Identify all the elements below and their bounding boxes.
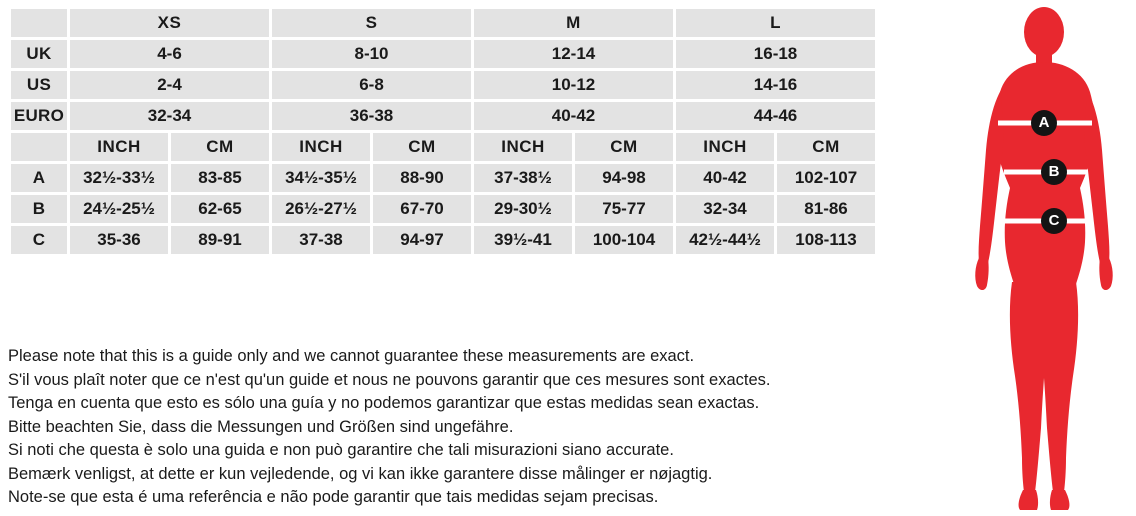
euro-s: 36-38 — [272, 102, 471, 130]
us-s: 6-8 — [272, 71, 471, 99]
c-cm-s: 94-97 — [373, 226, 471, 254]
unit-header-row — [11, 133, 875, 161]
c-cm-m: 100-104 — [575, 226, 673, 254]
table-row-euro — [11, 102, 875, 130]
unit-cm-m: CM — [575, 133, 673, 161]
c-cm-l: 108-113 — [777, 226, 875, 254]
row-label-euro: EURO — [11, 102, 67, 130]
c-cm-xs: 89-91 — [171, 226, 269, 254]
uk-s: 8-10 — [272, 40, 471, 68]
size-chart-table — [8, 6, 878, 257]
size-header-l: L — [676, 9, 875, 37]
a-inch-xs: 32½-33½ — [70, 164, 168, 192]
uk-xs: 4-6 — [70, 40, 269, 68]
euro-l: 44-46 — [676, 102, 875, 130]
b-inch-s: 26½-27½ — [272, 195, 370, 223]
us-m: 10-12 — [474, 71, 673, 99]
unit-cm-s: CM — [373, 133, 471, 161]
unit-corner-cell — [11, 133, 67, 161]
row-label-c: C — [11, 226, 67, 254]
row-label-us: US — [11, 71, 67, 99]
figure-marker-c: C — [1041, 208, 1067, 234]
uk-l: 16-18 — [676, 40, 875, 68]
body-figure — [900, 0, 1136, 516]
b-cm-s: 67-70 — [373, 195, 471, 223]
size-header-row — [11, 9, 875, 37]
us-l: 14-16 — [676, 71, 875, 99]
table-row-us — [11, 71, 875, 99]
b-cm-l: 81-86 — [777, 195, 875, 223]
c-inch-s: 37-38 — [272, 226, 370, 254]
unit-cm-l: CM — [777, 133, 875, 161]
table-row-a — [11, 164, 875, 192]
row-label-a: A — [11, 164, 67, 192]
row-label-b: B — [11, 195, 67, 223]
table-row-uk — [11, 40, 875, 68]
female-body-silhouette-icon — [900, 0, 1136, 516]
size-header-xs: XS — [70, 9, 269, 37]
figure-marker-a: A — [1031, 110, 1057, 136]
size-chart — [8, 6, 868, 257]
note-da: Bemærk venligst, at dette er kun vejledende, og vi kan ikke garantere disse målinger er nøjagtig. — [8, 464, 713, 483]
figure-marker-b: B — [1041, 159, 1067, 185]
note-de: Bitte beachten Sie, dass die Messungen und Größen sind ungefähre. — [8, 417, 514, 436]
unit-inch-l: INCH — [676, 133, 774, 161]
unit-cm-xs: CM — [171, 133, 269, 161]
note-es: Tenga en cuenta que esto es sólo una guía y no podemos garantizar que estas medidas sean exactas. — [8, 394, 760, 412]
disclaimer-notes — [8, 345, 908, 510]
b-cm-m: 75-77 — [575, 195, 673, 223]
c-inch-m: 39½-41 — [474, 226, 572, 254]
c-inch-xs: 35-36 — [70, 226, 168, 254]
b-inch-m: 29-30½ — [474, 195, 572, 223]
b-inch-xs: 24½-25½ — [70, 195, 168, 223]
row-label-uk: UK — [11, 40, 67, 68]
table-row-b — [11, 195, 875, 223]
note-pt: Note-se que esta é uma referência e não pode garantir que tais medidas sejam precisas. — [8, 488, 659, 506]
a-cm-m: 94-98 — [575, 164, 673, 192]
uk-m: 12-14 — [474, 40, 673, 68]
corner-cell — [11, 9, 67, 37]
a-cm-xs: 83-85 — [171, 164, 269, 192]
unit-inch-m: INCH — [474, 133, 572, 161]
table-row-c — [11, 226, 875, 254]
note-en: Please note that this is a guide only and we cannot guarantee these measurements are exact. — [8, 347, 695, 365]
b-cm-xs: 62-65 — [171, 195, 269, 223]
c-inch-l: 42½-44½ — [676, 226, 774, 254]
a-inch-m: 37-38½ — [474, 164, 572, 192]
size-header-s: S — [272, 9, 471, 37]
size-header-m: M — [474, 9, 673, 37]
a-inch-s: 34½-35½ — [272, 164, 370, 192]
note-fr: S'il vous plaît noter que ce n'est qu'un guide et nous ne pouvons garantir que ces mesures sont exactes. — [8, 370, 771, 389]
euro-xs: 32-34 — [70, 102, 269, 130]
b-inch-l: 32-34 — [676, 195, 774, 223]
euro-m: 40-42 — [474, 102, 673, 130]
a-cm-l: 102-107 — [777, 164, 875, 192]
unit-inch-s: INCH — [272, 133, 370, 161]
a-cm-s: 88-90 — [373, 164, 471, 192]
unit-inch-xs: INCH — [70, 133, 168, 161]
a-inch-l: 40-42 — [676, 164, 774, 192]
note-it: Si noti che questa è solo una guida e non può garantire che tali misurazioni siano accurate. — [8, 441, 674, 459]
us-xs: 2-4 — [70, 71, 269, 99]
